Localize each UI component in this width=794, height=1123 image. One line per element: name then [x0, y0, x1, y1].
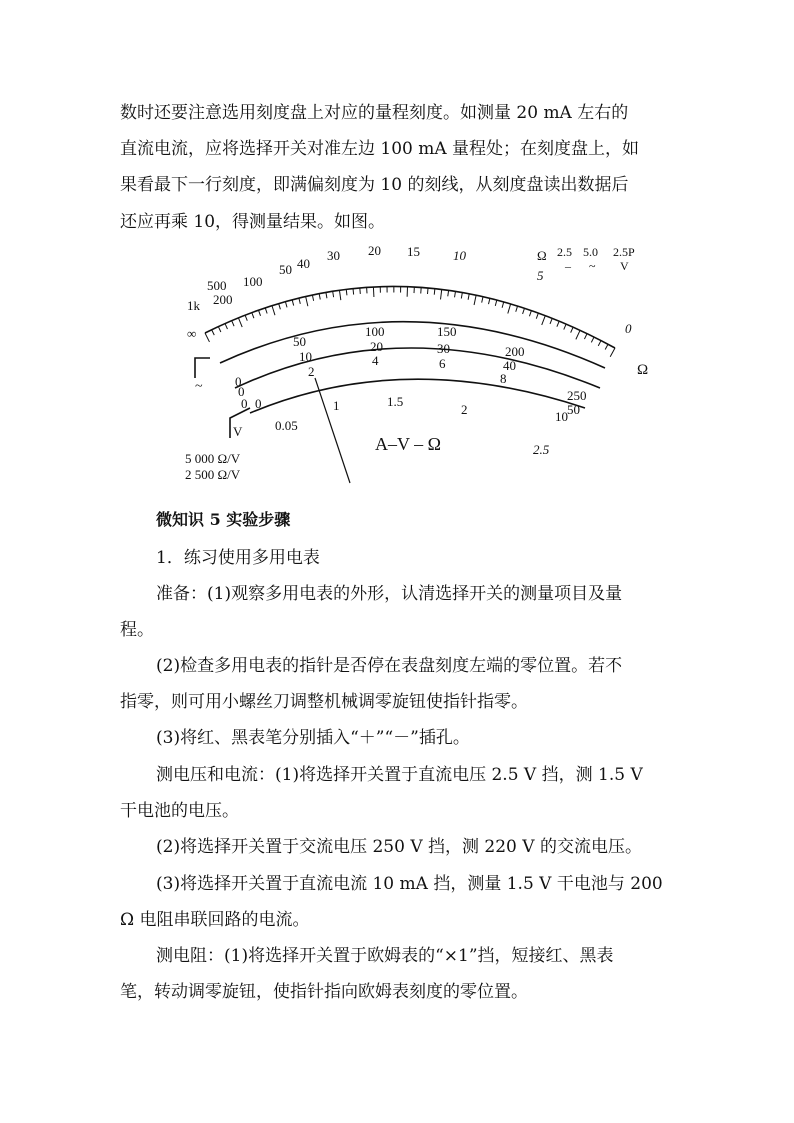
ohm-tick: [508, 304, 511, 314]
ohm-tick: [461, 293, 462, 299]
ohm-tick: [529, 311, 531, 317]
ohm-tick: [299, 298, 300, 304]
scale250-50: 50: [293, 334, 306, 349]
legend-sign-ac: ~: [589, 259, 596, 273]
body-line-7: 干电池的电压。: [120, 801, 239, 821]
intro-line-4: 还应再乘 10，得测量结果。如图。: [120, 212, 386, 232]
ac-scale-1-5: 1.5: [387, 394, 404, 409]
body-line-5: (3)将红、黑表笔分别插入“＋”“－”插孔。: [156, 728, 470, 748]
ohm-tick: [434, 289, 435, 295]
scale10-2: 2: [308, 364, 315, 379]
scale50-30: 30: [437, 341, 450, 356]
ohm-tick: [312, 295, 313, 301]
center-label: A–V – Ω: [375, 434, 442, 454]
body-line-12: 笔，转动调零旋钮，使指针指向欧姆表刻度的零位置。: [120, 982, 528, 1002]
ohm-tick: [584, 334, 587, 339]
ac-scale-1: 1: [333, 398, 340, 413]
ohm-tick: [232, 321, 234, 327]
ohm-label-inf: ∞: [187, 326, 197, 341]
ac-scale-0: 0: [255, 396, 262, 411]
ohm-label-0: 0: [625, 321, 632, 336]
legend-5-0: 5.0: [583, 245, 598, 259]
ohm-tick: [360, 288, 361, 294]
ohm-tick: [259, 310, 261, 316]
ac-arc: [250, 379, 585, 413]
ohm-tick: [245, 315, 247, 321]
ac-scale-2-5: 2.5: [533, 442, 550, 457]
ohm-tick: [326, 292, 327, 298]
ohm-label-10: 10: [453, 248, 466, 263]
scale250-200: 200: [505, 344, 525, 359]
ohm-tick: [427, 288, 428, 294]
ac-scale-2: 2: [461, 402, 468, 417]
legend-2-5: 2.5: [557, 245, 572, 259]
ohm-label-40: 40: [297, 256, 310, 271]
intro-line-3: 果看最下一行刻度，即满偏刻度为 10 的刻线，从刻度盘读出数据后: [120, 175, 629, 195]
ohm-tick: [542, 316, 546, 325]
body-line-6: 测电压和电流：(1)将选择开关置于直流电压 2.5 V 挡，测 1.5 V: [156, 765, 643, 785]
body-line-2: 程。: [120, 620, 154, 640]
legend-sign-v: V: [620, 259, 629, 273]
legend-2-5p: 2.5P: [613, 245, 635, 259]
intro-line-1: 数时还要注意选用刻度盘上对应的量程刻度。如测量 20 mA 左右的: [120, 103, 629, 123]
scale10-10: 10: [555, 409, 568, 424]
body-line-10: Ω 电阻串联回路的电流。: [120, 910, 310, 930]
ohm-tick: [523, 308, 525, 314]
ohm-tick: [488, 298, 489, 304]
ohm-label-5: 5: [537, 268, 544, 283]
ohm-tick: [605, 344, 608, 349]
ohm-tick: [441, 289, 442, 299]
ohm-label-50: 50: [279, 262, 292, 277]
ohm-tick: [571, 327, 573, 332]
scale50-50: 50: [567, 402, 580, 417]
scale50-20: 20: [370, 339, 383, 354]
scale250-250: 250: [567, 388, 587, 403]
ohm-tick: [474, 295, 476, 305]
ohm-label-30: 30: [327, 248, 340, 263]
sensitivity-2500: 2 500 Ω/V: [185, 467, 241, 482]
ohm-tick: [353, 289, 354, 295]
ohm-tick: [502, 302, 504, 308]
ohm-tick: [238, 318, 242, 327]
ohm-tick: [516, 306, 518, 312]
ohm-tick: [550, 318, 552, 324]
ohm-label-200: 200: [213, 292, 233, 307]
ohm-tick: [333, 291, 334, 297]
body-line-1: 准备：(1)观察多用电表的外形，认清选择开关的测量项目及量: [156, 584, 623, 604]
scale10-4: 4: [372, 353, 379, 368]
ohm-tick: [285, 302, 287, 308]
body-line-11: 测电阻：(1)将选择开关置于欧姆表的“×1”挡，短接红、黑表: [156, 946, 614, 966]
ac-symbol: ~: [195, 379, 203, 394]
body-line-8: (2)将选择开关置于交流电压 250 V 挡，测 220 V 的交流电压。: [156, 837, 642, 857]
ohm-tick: [591, 337, 594, 342]
ohm-label-100: 100: [243, 274, 263, 289]
ohm-tick: [265, 308, 267, 314]
body-line-4: 指零，则可用小螺丝刀调整机械调零旋钮使指针指零。: [120, 692, 528, 712]
ohm-tick: [495, 300, 497, 306]
ohm-tick: [212, 330, 215, 335]
ohm-tick: [455, 291, 456, 297]
ohm-tick: [225, 324, 227, 329]
ohm-tick: [306, 296, 308, 306]
ohm-tick: [346, 289, 347, 295]
scale250-150: 150: [437, 324, 457, 339]
ohm-tick: [319, 294, 320, 300]
ohm-tick: [468, 294, 469, 300]
scale10-8: 8: [500, 371, 507, 386]
ohm-tick: [448, 290, 449, 296]
ohm-arc: [220, 322, 605, 368]
ohm-label-1k: 1k: [187, 298, 200, 313]
ohm-right-label: Ω: [637, 362, 649, 378]
pointer-needle: [315, 378, 350, 483]
ohm-tick: [557, 321, 559, 327]
ohm-label-20: 20: [368, 243, 381, 258]
ohm-tick: [252, 313, 254, 319]
ohm-tick: [205, 333, 209, 342]
scale250-100: 100: [365, 324, 385, 339]
dc-arc: [235, 348, 600, 388]
ohm-tick: [279, 304, 281, 310]
scale50-10: 10: [299, 349, 312, 364]
scale50-0: 0: [238, 384, 245, 399]
ohm-tick: [373, 287, 374, 297]
ohm-label-15: 15: [407, 244, 420, 259]
ohm-tick: [482, 297, 483, 303]
ohm-tick: [218, 327, 221, 332]
ac-scale-0-05: 0.05: [275, 418, 298, 433]
sensitivity-5000: 5 000 Ω/V: [185, 451, 241, 466]
ohm-tick: [610, 348, 615, 357]
ohm-tick: [272, 306, 275, 316]
multimeter-dial-figure: [175, 238, 665, 488]
ohm-tick: [576, 330, 580, 339]
legend-sign-dc: –: [565, 259, 571, 273]
ohm-tick: [564, 324, 566, 330]
outer-arc: [205, 286, 615, 348]
dc-symbol: V: [233, 424, 243, 439]
scale10-6: 6: [439, 356, 446, 371]
ohm-tick: [536, 313, 538, 319]
body-line-9: (3)将选择开关置于直流电流 10 mA 挡，测量 1.5 V 干电池与 200: [156, 874, 663, 894]
sub-heading: 1．练习使用多用电表: [156, 548, 320, 568]
ohm-label-500: 500: [207, 278, 227, 293]
ohm-tick: [292, 300, 294, 306]
intro-line-2: 直流电流，应将选择开关对准左边 100 mA 量程处；在刻度盘上，如: [120, 139, 640, 159]
section-heading: 微知识 5 实验步骤: [156, 510, 291, 529]
body-line-3: (2)检查多用电表的指针是否停在表盘刻度左端的零位置。若不: [156, 656, 623, 676]
ohm-tick: [598, 341, 601, 346]
ac-bracket: [195, 358, 210, 378]
scale250-0: 0: [235, 374, 242, 389]
legend-ohm: Ω: [537, 248, 547, 263]
scale50-40: 40: [503, 358, 516, 373]
scale10-0: 0: [241, 396, 248, 411]
ohm-tick: [339, 290, 340, 300]
